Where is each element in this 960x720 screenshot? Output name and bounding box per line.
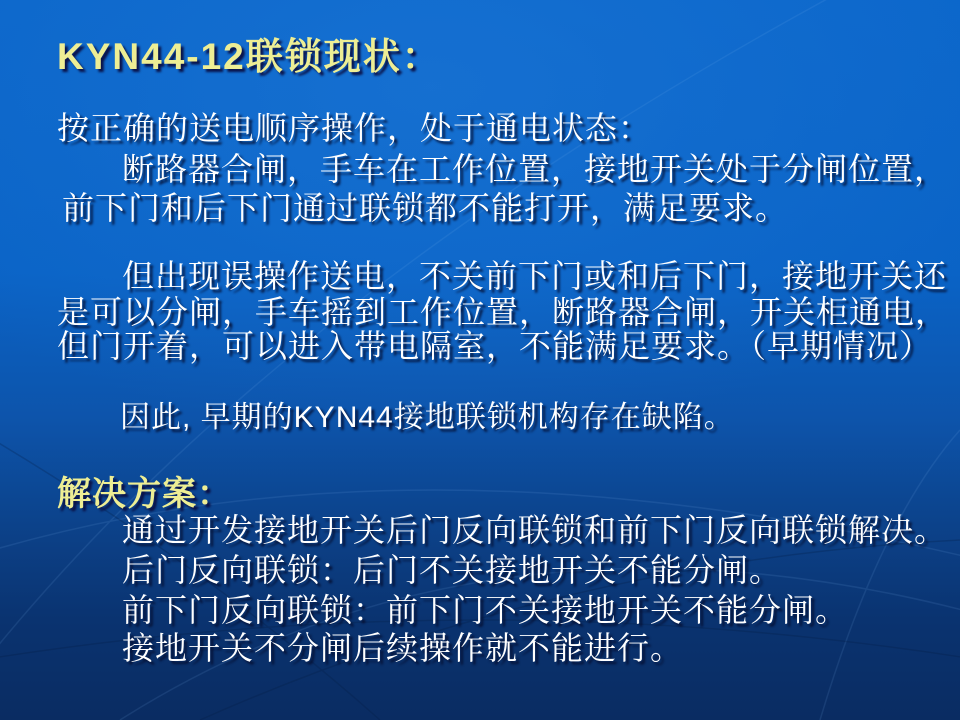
body-line: 按正确的送电顺序操作，处于通电状态： [57,110,652,146]
slide-title: KYN44-12联锁现状： [57,36,441,77]
solution-line: 接地开关不分闸后续操作就不能进行。 [122,630,684,666]
solution-line: 通过开发接地开关后门反向联锁和前下门反向联锁解决。 [122,512,948,548]
body-line: 但门开着，可以进入带电隔室，不能满足要求。（早期情况） [57,328,933,364]
body-line: 断路器合闸，手车在工作位置，接地开关处于分闸位置， [122,151,948,187]
solution-line: 后门反向联锁：后门不关接地开关不能分闸。 [122,552,783,588]
body-line: 前下门和后下门通过联锁都不能打开，满足要求。 [62,190,789,226]
solution-line: 前下门反向联锁：前下门不关接地开关不能分闸。 [122,592,849,628]
body-line: 是可以分闸，手车摇到工作位置，断路器合闸，开关柜通电， [57,294,949,330]
body-line: 但出现误操作送电，不关前下门或和后下门，接地开关还 [122,258,948,294]
section-heading-solution: 解决方案： [57,475,232,513]
body-line-conclusion: 因此, 早期的KYN44接地联锁机构存在缺陷。 [120,401,735,434]
